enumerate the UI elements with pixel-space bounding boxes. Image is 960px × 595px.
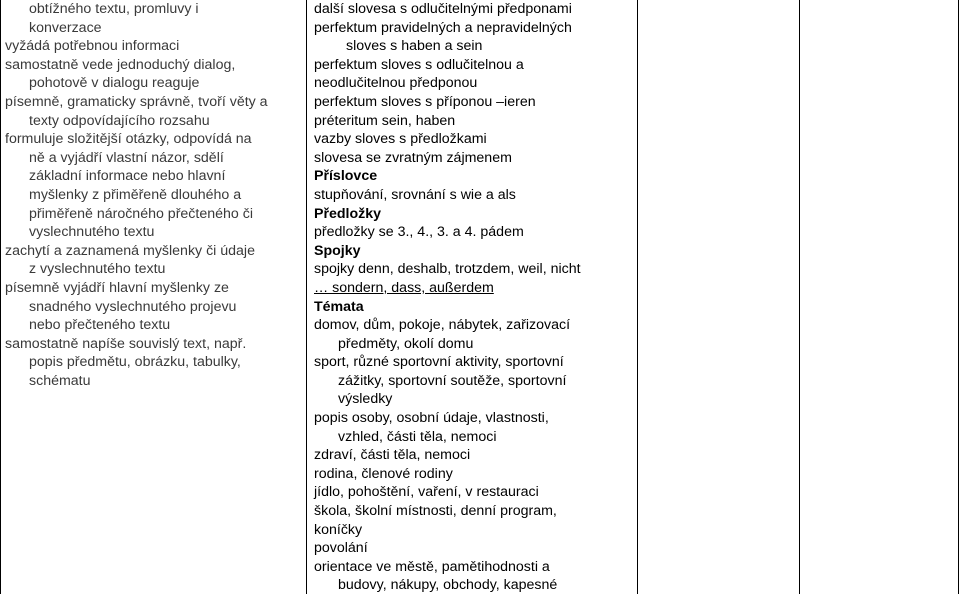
content-line: povolání: [314, 540, 368, 557]
curriculum-content-column: [314, 0, 636, 595]
content-line: préteritum sein, haben: [314, 112, 456, 129]
content-line: zážitky, sportovní soutěže, sportovní: [338, 372, 567, 389]
column-divider-3: [799, 0, 800, 594]
outcome-line: vyžádá potřebnou informaci: [5, 38, 180, 55]
outcome-line: texty odpovídajícího rozsahu: [29, 112, 210, 129]
outcome-line: pohotově v dialogu reaguje: [29, 75, 200, 92]
outcome-line: schématu: [29, 372, 91, 389]
outcome-line: konverzace: [29, 19, 102, 36]
content-line: perfektum pravidelných a nepravidelných: [314, 19, 572, 36]
outcome-line: přiměřeně náročného přečteného či: [29, 205, 253, 222]
content-line: jídlo, pohoštění, vaření, v restauraci: [314, 484, 539, 501]
content-line: výsledky: [338, 391, 393, 408]
content-line: vzhled, části těla, nemoci: [338, 428, 497, 445]
outcome-line: formuluje složitější otázky, odpovídá na: [5, 131, 252, 148]
content-line: vazby sloves s předložkami: [314, 131, 487, 148]
content-line: škola, školní místnosti, denní program,: [314, 503, 557, 520]
content-line: spojky denn, deshalb, trotzdem, weil, nicht: [314, 261, 581, 278]
content-line: stupňování, srovnání s wie a als: [314, 186, 516, 203]
content-line: sport, různé sportovní aktivity, sportovní: [314, 354, 564, 371]
content-line: slovesa se zvratným zájmenem: [314, 149, 512, 166]
content-line: orientace ve městě, pamětihodnosti a: [314, 558, 550, 575]
content-line: další slovesa s odlučitelnými předponami: [314, 1, 572, 17]
outcome-line: ně a vyjádří vlastní názor, sdělí: [29, 149, 224, 166]
outcome-line: písemně, gramaticky správně, tvoří věty a: [5, 93, 268, 110]
outcome-line: samostatně napíše souvislý text, např.: [5, 335, 247, 352]
content-line: domov, dům, pokoje, nábytek, zařizovací: [314, 317, 571, 334]
section-heading: Témata: [314, 298, 364, 315]
learning-outcomes-column: [5, 0, 303, 390]
outcome-line: myšlenky z přiměřeně dlouhého a: [29, 186, 242, 203]
content-line: … sondern, dass, außerdem: [314, 279, 494, 296]
outcome-line: obtížného textu, promluvy i: [29, 1, 199, 17]
outcome-line: zachytí a zaznamená myšlenky či údaje: [5, 242, 255, 259]
outcome-line: písemně vyjádří hlavní myšlenky ze: [5, 279, 229, 296]
table-border-right: [958, 0, 959, 594]
content-line: předložky se 3., 4., 3. a 4. pádem: [314, 224, 524, 241]
content-line: popis osoby, osobní údaje, vlastnosti,: [314, 410, 549, 427]
section-heading: Příslovce: [314, 168, 378, 185]
content-line: perfektum sloves s odlučitelnou a: [314, 56, 524, 73]
outcome-line: základní informace nebo hlavní: [29, 168, 226, 185]
content-line: perfektum sloves s příponou –ieren: [314, 93, 536, 110]
content-line: rodina, členové rodiny: [314, 465, 453, 482]
content-line: budovy, nákupy, obchody, kapesné: [338, 577, 558, 594]
content-line: sloves s haben a sein: [346, 38, 483, 55]
table-border-left: [0, 0, 1, 594]
outcome-line: nebo přečteného textu: [29, 317, 171, 334]
content-line: koníčky: [314, 521, 363, 538]
section-heading: Předložky: [314, 205, 382, 222]
content-line: neodlučitelnou předponou: [314, 75, 478, 92]
content-line: zdraví, části těla, nemoci: [314, 447, 471, 464]
column-divider-2: [637, 0, 638, 594]
column-divider-1: [306, 0, 307, 594]
outcome-line: snadného vyslechnutého projevu: [29, 298, 237, 315]
outcome-line: samostatně vede jednoduchý dialog,: [5, 56, 236, 73]
outcome-line: vyslechnutého textu: [29, 224, 155, 241]
content-line: předměty, okolí domu: [338, 335, 474, 352]
outcome-line: popis předmětu, obrázku, tabulky,: [29, 354, 241, 371]
section-heading: Spojky: [314, 242, 361, 259]
outcome-line: z vyslechnutého textu: [29, 261, 166, 278]
